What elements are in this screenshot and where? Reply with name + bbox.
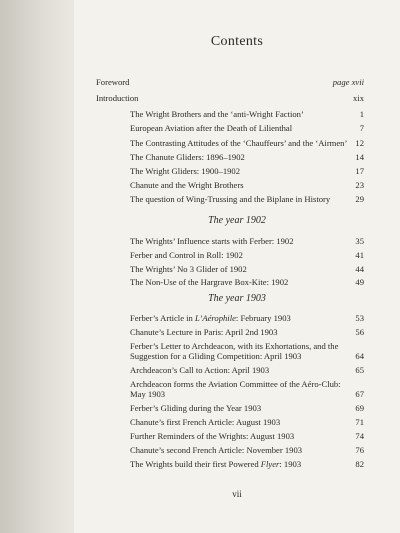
entry-page: 44 [355,264,364,274]
entry-page: 41 [355,250,364,260]
entry-title: Chanute’s Lecture in Paris: April 2nd 1903 [130,327,278,337]
entry-title: Ferber’s Letter to Archdeacon, with its Exhortations, and the [130,341,339,351]
entry-title-continued: Suggestion for a Gliding Competition: April 1903 [130,351,302,361]
entry-title: Chanute’s first French Article: August 1903 [130,417,281,427]
entry-page: 35 [355,236,364,246]
entry-page: xvii [351,77,364,87]
page-prefix: page [332,77,350,87]
entry-title: The question of Wing-Trussing and the Biplane in History [130,194,331,204]
entry-title: Ferber’s Article in L’Aérophile: February 1903 [130,313,291,323]
section-heading-1903: The year 1903 [208,293,266,304]
book-page [74,0,400,533]
entry-title: The Chanute Gliders: 1896–1902 [130,152,245,162]
entry-title: The Wrights’ Influence starts with Ferber: 1902 [130,236,294,246]
aircraft-name: Flyer [260,459,280,469]
page-title: Contents [210,34,264,49]
entry-page: 12 [355,138,364,148]
entry-page: 7 [359,123,364,133]
entry-page: 29 [355,194,364,204]
entry-title: Chanute and the Wright Brothers [130,180,244,190]
entry-page: xix [353,93,364,103]
entry-page: 82 [355,459,364,469]
entry-page: 49 [355,277,364,287]
page-number: vii [232,489,242,499]
entry-title: The Non-Use of the Hargrave Box-Kite: 1902 [130,277,289,287]
entry-page: 14 [355,152,364,162]
entry-page: 56 [355,327,364,337]
entry-title: Chanute’s second French Article: November 1903 [130,445,303,455]
entry-title: The Contrasting Attitudes of the ‘Chauffeurs’ and the ‘Airmen’ [130,138,348,148]
entry-page: 64 [355,351,364,361]
entry-page: 76 [355,445,364,455]
entry-page: 67 [355,389,364,399]
book-gutter [0,0,74,533]
entry-title: Foreword [96,77,130,87]
entry-page: 74 [355,431,364,441]
entry-title: Further Reminders of the Wrights: August 1903 [130,431,295,441]
entry-title: European Aviation after the Death of Lilienthal [130,123,293,133]
section-heading-1902: The year 1902 [208,215,266,226]
entry-page: 23 [355,180,364,190]
entry-title: The Wrights build their first Powered Flyer: 1903 [130,459,302,469]
entry-title: Ferber’s Gliding during the Year 1903 [130,403,262,413]
entry-page: 17 [355,166,364,176]
entry-title-continued: May 1903 [130,389,166,399]
entry-page: 65 [355,365,364,375]
journal-title: L’Aérophile [195,313,236,323]
entry-title: Archdeacon’s Call to Action: April 1903 [130,365,270,375]
entry-page: 1 [359,109,364,119]
entry-title: The Wright Brothers and the ‘anti-Wright Faction’ [130,109,304,119]
entry-title: The Wrights’ No 3 Glider of 1902 [130,264,247,274]
entry-title: The Wright Gliders: 1900–1902 [130,166,241,176]
entry-title: Introduction [96,93,139,103]
entry-page: 53 [355,313,364,323]
entry-page: 69 [355,403,364,413]
entry-page: 71 [355,417,364,427]
entry-title: Archdeacon forms the Aviation Committee of the Aéro-Club: [130,379,341,389]
entry-title: Ferber and Control in Roll: 1902 [130,250,243,260]
